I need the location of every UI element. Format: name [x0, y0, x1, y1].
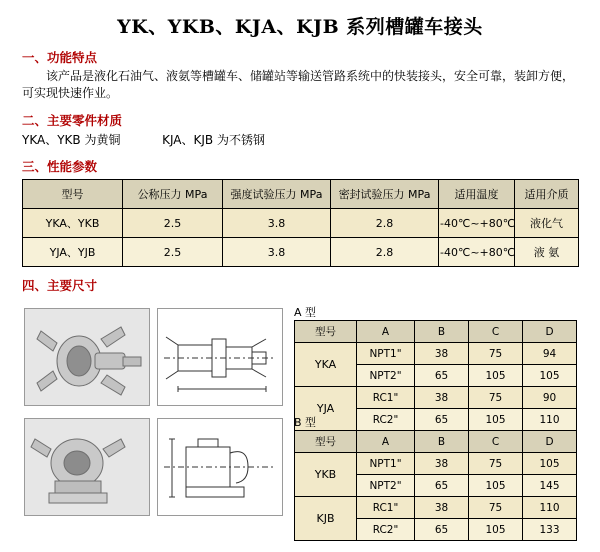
dim-b-cell-a: NPT2": [357, 475, 415, 497]
material-left-text: YKA、YKB 为黄铜: [22, 133, 121, 147]
dim-b-cell-b: 65: [415, 519, 469, 541]
table-header-row: [295, 321, 577, 343]
dim-b-cell-b: 38: [415, 453, 469, 475]
material-line: [22, 131, 600, 148]
type-a-label: A 型: [294, 306, 317, 319]
dim-b-model: KJB: [295, 497, 357, 541]
dim-a-col-b: B: [415, 321, 469, 343]
dim-a-cell-c: 75: [469, 343, 523, 365]
dim-b-model: YKB: [295, 453, 357, 497]
dim-a-model: YJA: [295, 387, 357, 431]
section-heading-features: 一、功能特点: [22, 50, 98, 65]
spec-cell-medium: 液化气: [515, 209, 579, 238]
dim-a-cell-b: 38: [415, 387, 469, 409]
spec-cell-seal: 2.8: [331, 209, 439, 238]
table-row: [295, 343, 577, 365]
dim-b-cell-a: NPT1": [357, 453, 415, 475]
coupling-photo-b: [24, 418, 150, 516]
dim-a-cell-a: RC2": [357, 409, 415, 431]
dim-b-cell-a: RC2": [357, 519, 415, 541]
spec-cell-temp: -40℃~+80℃: [439, 209, 515, 238]
dim-b-cell-a: RC1": [357, 497, 415, 519]
table-header-row: [23, 180, 579, 209]
dim-b-col-b: B: [415, 431, 469, 453]
dim-a-cell-b: 38: [415, 343, 469, 365]
spec-col-strength-test: 强度试验压力 MPa: [223, 180, 331, 209]
type-b-dimension-table: [294, 430, 577, 541]
dim-a-cell-b: 65: [415, 365, 469, 387]
spec-col-nominal-pressure: 公称压力 MPa: [123, 180, 223, 209]
dim-b-cell-d: 105: [523, 453, 577, 475]
dim-a-cell-a: RC1": [357, 387, 415, 409]
dim-a-cell-d: 90: [523, 387, 577, 409]
dim-b-cell-b: 65: [415, 475, 469, 497]
dim-a-cell-a: NPT1": [357, 343, 415, 365]
dimension-section: [0, 302, 600, 552]
coupling-line-drawing-b: [157, 418, 283, 516]
type-b-label: B 型: [294, 416, 317, 429]
table-row: [295, 387, 577, 409]
dim-b-col-a: A: [357, 431, 415, 453]
dim-a-col-a: A: [357, 321, 415, 343]
dim-a-cell-b: 65: [415, 409, 469, 431]
section-heading-dimensions: 四、主要尺寸: [22, 278, 98, 293]
dim-b-cell-b: 38: [415, 497, 469, 519]
dim-a-model: YKA: [295, 343, 357, 387]
dim-a-cell-d: 94: [523, 343, 577, 365]
spec-cell-strength: 3.8: [223, 209, 331, 238]
features-paragraph: 该产品是液化石油气、液氨等槽罐车、储罐站等输送管路系统中的快装接头，安全可靠，装卸方便，可实现快速作业。: [22, 69, 575, 100]
dim-b-cell-c: 105: [469, 475, 523, 497]
spec-cell-strength: 3.8: [223, 238, 331, 267]
dim-a-cell-c: 105: [469, 365, 523, 387]
spec-cell-temp: -40℃~+80℃: [439, 238, 515, 267]
dim-b-cell-c: 75: [469, 453, 523, 475]
table-header-row: [295, 431, 577, 453]
dim-a-col-c: C: [469, 321, 523, 343]
dim-b-cell-d: 110: [523, 497, 577, 519]
dim-a-cell-a: NPT2": [357, 365, 415, 387]
table-row: [295, 497, 577, 519]
spec-cell-nominal: 2.5: [123, 238, 223, 267]
dim-a-cell-c: 105: [469, 409, 523, 431]
dim-b-col-c: C: [469, 431, 523, 453]
dim-b-cell-d: 145: [523, 475, 577, 497]
table-row: [23, 209, 579, 238]
table-row: [23, 238, 579, 267]
spec-col-seal-test: 密封试验压力 MPa: [331, 180, 439, 209]
dim-b-cell-c: 105: [469, 519, 523, 541]
coupling-photo-a: [24, 308, 150, 406]
dim-a-cell-c: 75: [469, 387, 523, 409]
dim-b-cell-c: 75: [469, 497, 523, 519]
dim-b-cell-d: 133: [523, 519, 577, 541]
dim-b-col-d: D: [523, 431, 577, 453]
table-row: [295, 453, 577, 475]
spec-cell-model: YKA、YKB: [23, 209, 123, 238]
dim-a-col-model: 型号: [295, 321, 357, 343]
spec-cell-medium: 液 氨: [515, 238, 579, 267]
spec-cell-seal: 2.8: [331, 238, 439, 267]
performance-table: [22, 179, 579, 267]
section-heading-performance: 三、性能参数: [22, 159, 98, 174]
page-title: YK、YKB、KJA、KJB 系列槽罐车接头: [117, 16, 483, 38]
spec-col-model: 型号: [23, 180, 123, 209]
type-a-dimension-table: [294, 320, 577, 431]
material-right-text: KJA、KJB 为不锈钢: [162, 133, 265, 147]
section-heading-material: 二、主要零件材质: [22, 113, 123, 128]
dim-a-cell-d: 105: [523, 365, 577, 387]
spec-col-medium: 适用介质: [515, 180, 579, 209]
spec-cell-nominal: 2.5: [123, 209, 223, 238]
coupling-line-drawing-a: [157, 308, 283, 406]
dim-a-col-d: D: [523, 321, 577, 343]
spec-cell-model: YJA、YJB: [23, 238, 123, 267]
spec-col-temperature: 适用温度: [439, 180, 515, 209]
dim-b-col-model: 型号: [295, 431, 357, 453]
dim-a-cell-d: 110: [523, 409, 577, 431]
